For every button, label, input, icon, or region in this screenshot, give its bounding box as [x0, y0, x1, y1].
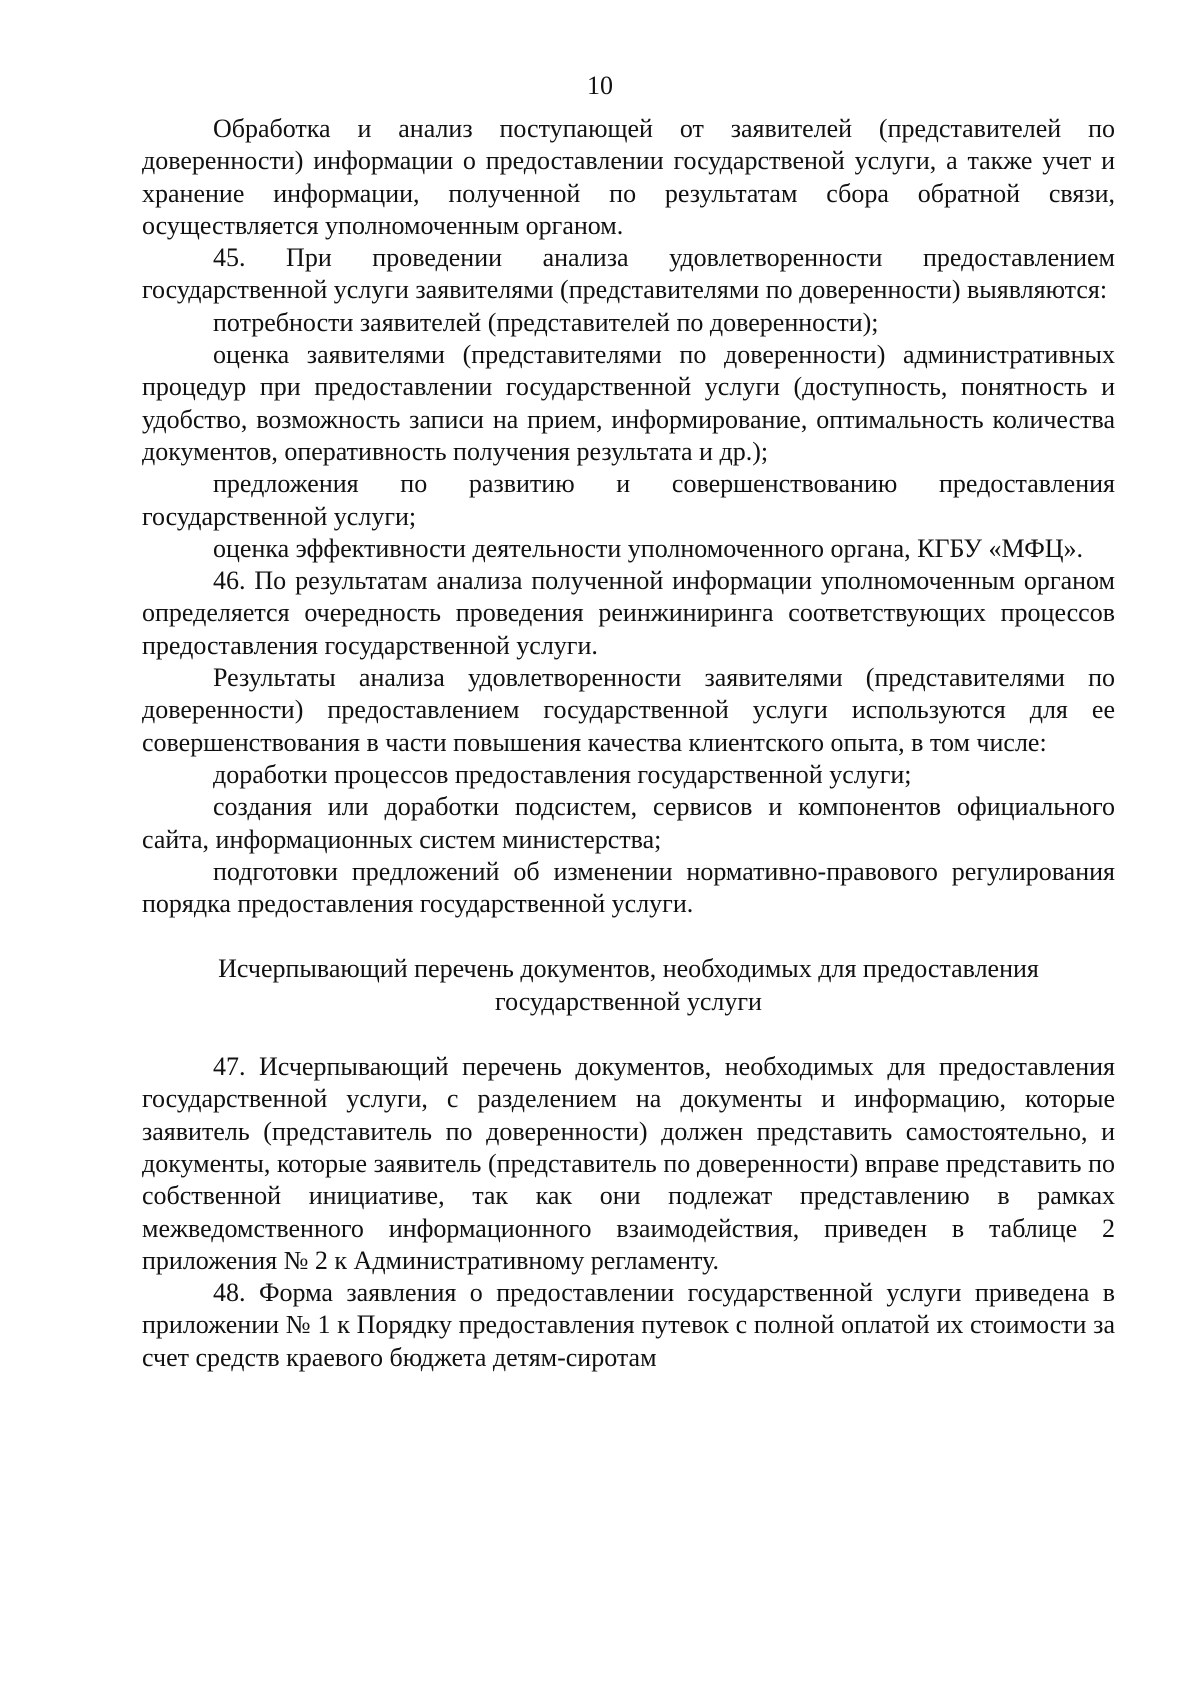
list-item-efficiency-assessment: оценка эффективности деятельности уполномоченного органа, КГБУ «МФЦ».	[213, 533, 1084, 563]
paragraph-48: 48. Форма заявления о предоставлении государственной услуги приведена в приложении № 1 к Порядку предоставления путевок с полной оплатой их стоимости за счет средств краевого бюджета детям-сиротам	[142, 1278, 1115, 1372]
list-item-improvement-proposals: предложения по развитию и совершенствованию предоставления государственной услуги;	[142, 469, 1115, 531]
paragraph-45: 45. При проведении анализа удовлетворенности предоставлением государственной услуги заявителями (представителями по доверенности) выявляются:	[142, 243, 1115, 305]
list-item-regulation-proposals: подготовки предложений об изменении нормативно-правового регулирования порядка предоставления государственной услуги.	[142, 856, 1115, 919]
paragraph-analysis-results: Результаты анализа удовлетворенности заявителями (представителями по доверенности) предоставлением государственной услуги используются для ее совершенствования в части повышения качества клиентского опыта, в том числе:	[142, 663, 1115, 757]
paragraph-47: 47. Исчерпывающий перечень документов, необходимых для предоставления государственной услуги, с разделением на документы и информацию, которые заявитель (представитель по доверенности) должен представить самостоятельно, и документы, которые заявитель (представитель по доверенности) вправе представить по собственной инициативе, так как они подлежат представлению в рамках межведомственного информационного взаимодействия, приведен в таблице 2 приложения № 2 к Административному регламенту.	[142, 1052, 1115, 1275]
document-body	[142, 113, 1115, 1374]
page-number: 10	[587, 71, 613, 100]
section-heading: Исчерпывающий перечень документов, необходимых для предоставления государственной услуги	[218, 954, 1039, 1016]
paragraph-feedback-processing: Обработка и анализ поступающей от заявителей (представителей по доверенности) информации о предоставлении государственой услуги, а также учет и хранение информации, полученной по результатам сбора обратной связи, осуществляется уполномоченным органом.	[142, 114, 1115, 240]
list-item-needs: потребности заявителей (представителей по доверенности);	[213, 307, 879, 337]
paragraph-46: 46. По результатам анализа полученной информации уполномоченным органом определяется очередность проведения реинжиниринга соответствующих процессов предоставления государственной услуги.	[142, 566, 1115, 660]
list-item-process-improvement: доработки процессов предоставления государственной услуги;	[213, 759, 912, 789]
list-item-subsystems: создания или доработки подсистем, сервисов и компонентов официального сайта, информационных систем министерства;	[142, 792, 1115, 854]
list-item-procedures-assessment: оценка заявителями (представителями по доверенности) административных процедур при предоставлении государственной услуги (доступность, понятность и удобство, возможность записи на прием, информирование, оптимальность количества документов, оперативность получения результата и др.);	[142, 340, 1115, 466]
